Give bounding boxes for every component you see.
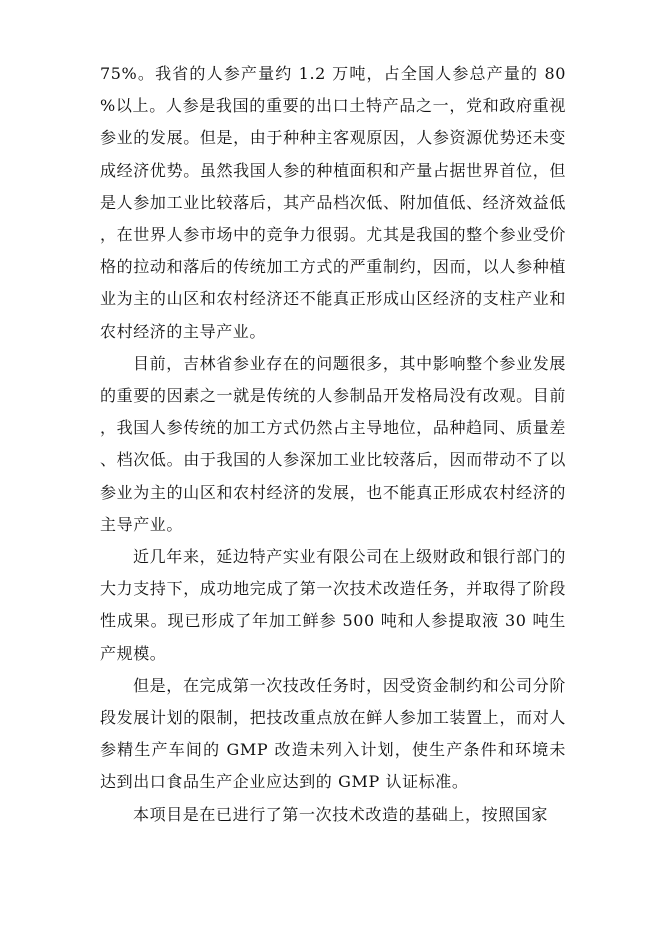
paragraph-3: 近几年来，延边特产实业有限公司在上级财政和银行部门的大力支持下，成功地完成了第一次技术改造任务，并取得了阶段性成果。现已形成了年加工鲜参 500 吨和人参提取液 30 吨生产规模。 [100, 547, 566, 663]
paragraph-4: 但是，在完成第一次技改任务时，因受资金制约和公司分阶段发展计划的限制，把技改重点放在鲜人参加工装置上，而对人参精生产车间的 GMP 改造未列入计划，使生产条件和环境未达到出口食品生产企业应达到的 GMP 认证标准。 [100, 675, 566, 792]
paragraph-5-start: 本项目是在已进行了第一次技术改造的基础上，按照国家 [133, 804, 549, 824]
paragraph-1-continued: 75%。我省的人参产量约 1.2 万吨，占全国人参总产量的 80%以上。人参是我国的重要的出口土特产品之一，党和政府重视参业的发展。但是，由于种种主客观原因，人参资源优势还未变成经济优势。虽然我国人参的种植面积和产量占据世界首位，但是人参加工业比较落后，其产品档次低、附加值低、经济效益低，在世界人参市场中的竞争力很弱。尤其是我国的整个参业受价格的拉动和落后的传统加工方式的严重制约，因而，以人参种植业为主的山区和农村经济还不能真正形成山区经济的支柱产业和农村经济的主导产业。 [100, 64, 566, 341]
paragraph-2: 目前，吉林省参业存在的问题很多，其中影响整个参业发展的重要的因素之一就是传统的人参制品开发格局没有改观。目前，我国人参传统的加工方式仍然占主导地位，品种趋同、质量差、档次低。由于我国的人参深加工业比较落后，因而带动不了以参业为主的山区和农村经济的发展，也不能真正形成农村经济的主导产业。 [100, 353, 566, 534]
document-body [100, 58, 566, 831]
